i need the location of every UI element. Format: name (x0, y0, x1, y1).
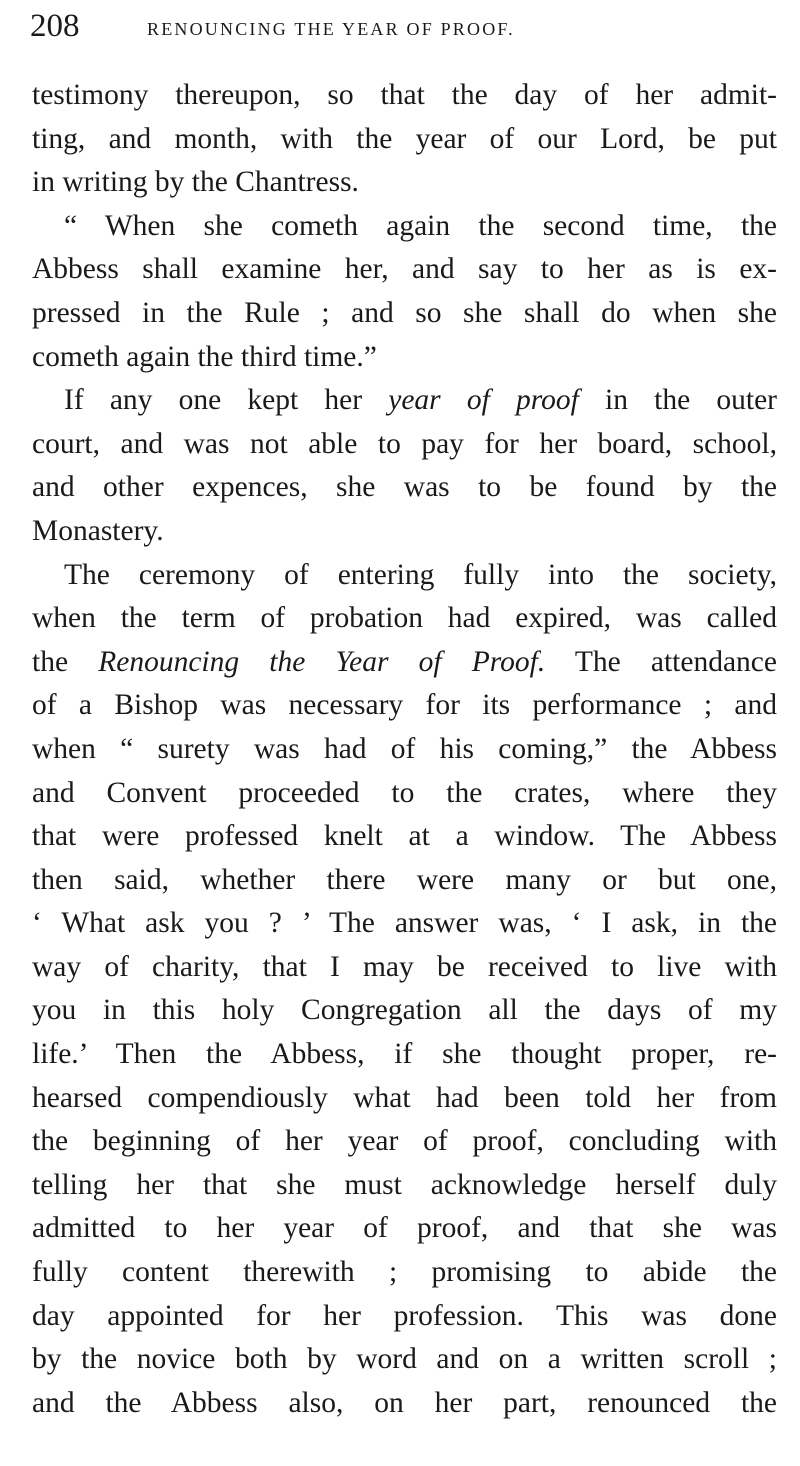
text-line: ting, and month, with the year of our Lord, be put (32, 122, 777, 155)
text-line: court, and was not able to pay for her board, school, (32, 427, 777, 460)
text-line: cometh again the third time.” (32, 340, 377, 373)
text-line (32, 379, 777, 423)
text-line: pressed in the Rule ; and so she shall do when she (32, 296, 777, 329)
text-line: “ When she cometh again the second time, the (64, 209, 777, 242)
text-line: and the Abbess also, on her part, renounced the (32, 1386, 777, 1419)
text-line: then said, whether there were many or but one, (32, 863, 777, 896)
text-line: that were professed knelt at a window. The Abbess (32, 820, 777, 853)
text-line: and Convent proceeded to the crates, where they (32, 776, 777, 809)
text-line: Monastery. (32, 514, 164, 547)
page-header (30, 4, 780, 48)
text-line: hearsed compendiously what had been told her from (32, 1081, 777, 1114)
text-line: fully content therewith ; promising to abide the (32, 1256, 777, 1289)
text-line: telling her that she must acknowledge herself duly (32, 1168, 777, 1201)
text-segment: in the outer (578, 384, 777, 417)
text-line: The ceremony of entering fully into the society, (64, 558, 777, 591)
text-line: admitted to her year of proof, and that she was (32, 1212, 777, 1245)
text-segment: The attendance (545, 645, 777, 678)
text-line: way of charity, that I may be received to live with (32, 950, 777, 983)
text-line: and other expences, she was to be found by the (32, 471, 777, 504)
text-line: the beginning of her year of proof, concluding with (32, 1125, 777, 1158)
text-segment: the (32, 645, 99, 678)
text-line: testimony thereupon, so that the day of her admit- (32, 79, 777, 111)
text-line: of a Bishop was necessary for its performance ; and (32, 689, 777, 722)
italic-phrase: Renouncing the Year of Proof. (98, 645, 546, 678)
text-line: day appointed for her profession. This was done (32, 1299, 777, 1332)
running-title: RENOUNCING THE YEAR OF PROOF. (147, 19, 515, 39)
page-number: 208 (30, 8, 80, 44)
text-line: you in this holy Congregation all the days of my (32, 994, 777, 1027)
text-line: life.’ Then the Abbess, if she thought proper, re- (32, 1038, 777, 1071)
text-line: by the novice both by word and on a written scroll ; (32, 1343, 777, 1376)
text-line: Abbess shall examine her, and say to her as is ex- (32, 253, 777, 286)
body-text (32, 74, 777, 1425)
text-line: ‘ What ask you ? ’ The answer was, ‘ I ask, in the (32, 907, 777, 940)
text-line: when “ surety was had of his coming,” the Abbess (32, 732, 777, 765)
italic-phrase: year of proof (388, 384, 579, 417)
text-line: when the term of probation had expired, was called (32, 602, 777, 635)
text-line (32, 641, 777, 685)
text-segment: If any one kept her (64, 384, 389, 417)
text-line: in writing by the Chantress. (32, 166, 359, 199)
